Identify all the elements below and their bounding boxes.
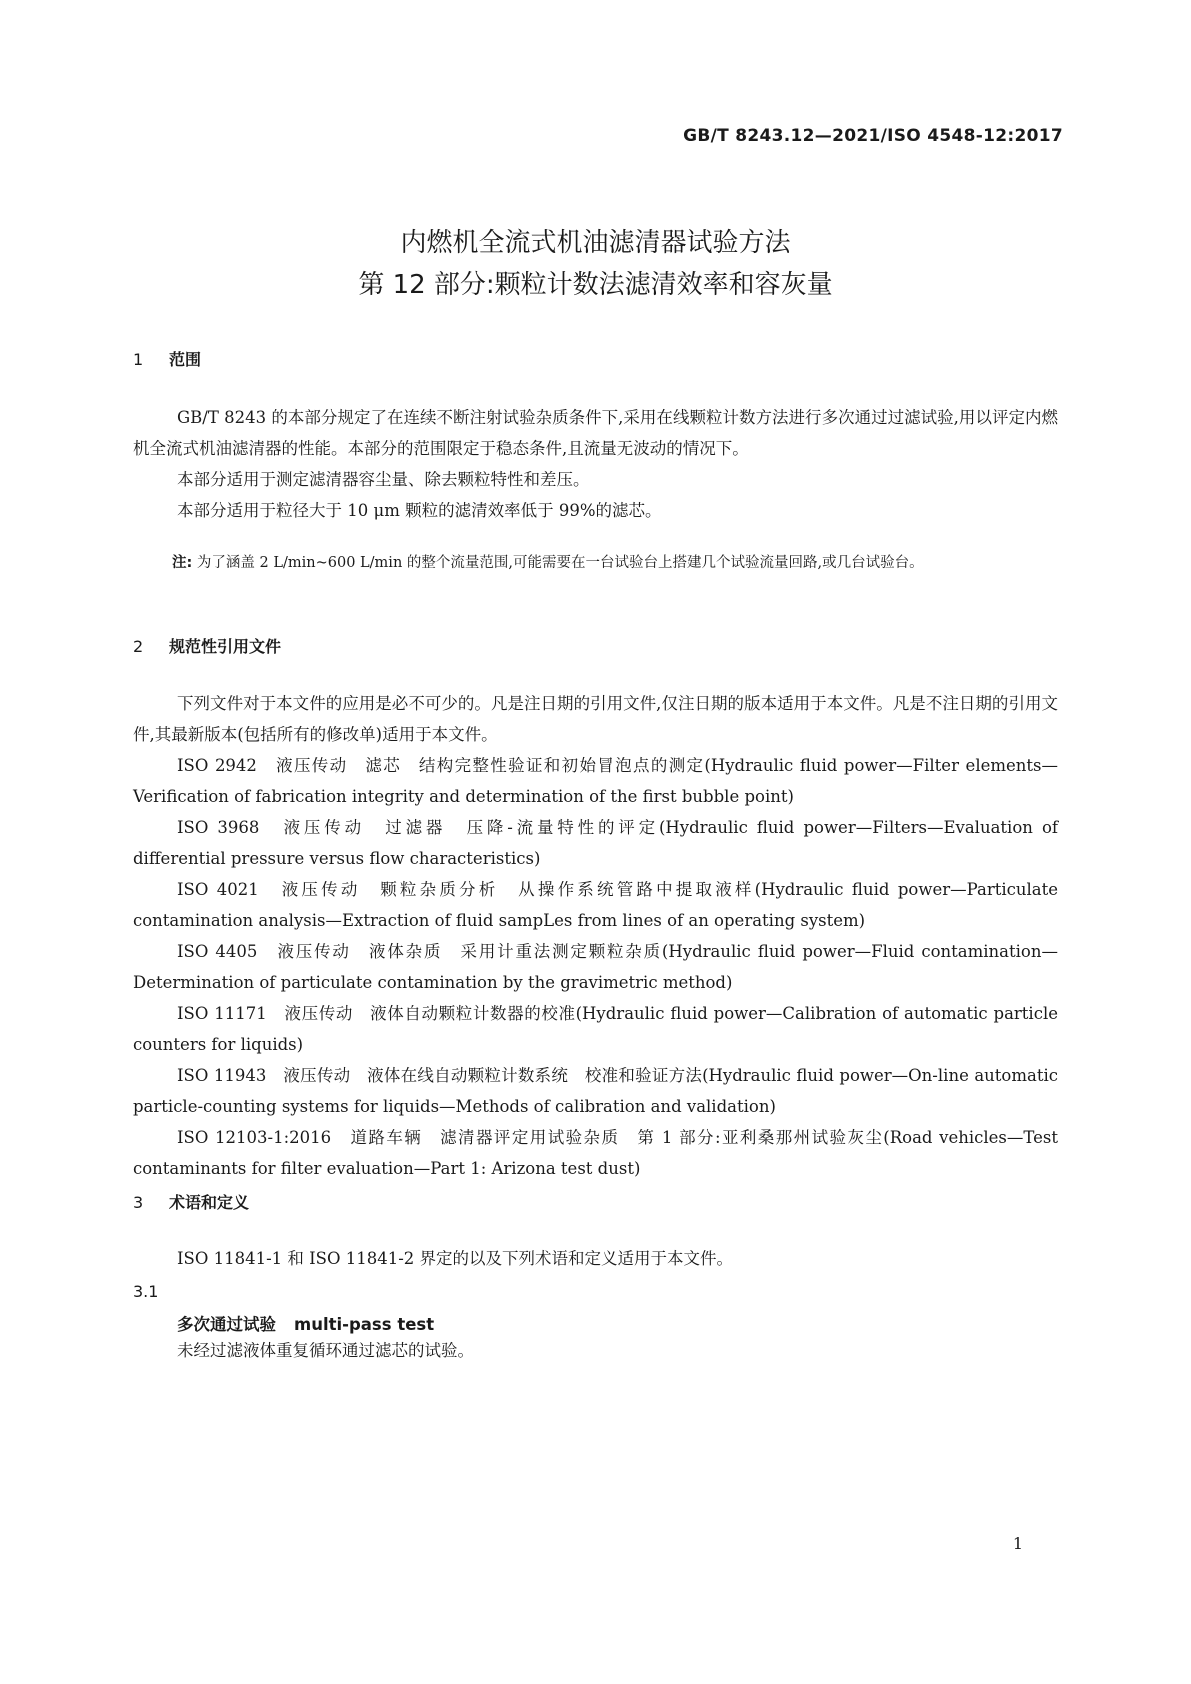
section-3-intro: ISO 11841-1 和 ISO 11841-2 界定的以及下列术语和定义适用于本文件。 [177,1249,734,1268]
reference-item: ISO 11943 液压传动 液体在线自动颗粒计数系统 校准和验证方法(Hydraulic fluid power—On-line automatic particle-counting systems for liquids—Methods of calibration and validation) [133,1066,1058,1116]
paragraph: GB/T 8243 的本部分规定了在连续不断注射试验杂质条件下,采用在线颗粒计数方法进行多次通过过滤试验,用以评定内燃机全流式机油滤清器的性能。本部分的范围限定于稳态条件,且流量无波动的情况下。 [133,408,1058,458]
section-number: 2 [133,637,144,656]
term-english: multi-pass test [294,1315,435,1334]
title-line-2: 第 12 部分:颗粒计数法滤清效率和容灰量 [358,270,833,300]
section-title: 术语和定义 [169,1193,250,1212]
paragraph: 下列文件对于本文件的应用是必不可少的。凡是注日期的引用文件,仅注日期的版本适用于本文件。凡是不注日期的引用文件,其最新版本(包括所有的修改单)适用于本文件。 [133,694,1058,744]
page-number: 1 [1012,1534,1023,1553]
reference-item: ISO 2942 液压传动 滤芯 结构完整性验证和初始冒泡点的测定(Hydraulic fluid power—Filter elements—Verification of fabrication integrity and determination of the first bubble point) [133,756,1058,806]
document-title [0,222,1191,306]
note-label: 注: [172,555,193,571]
section-1-body [133,402,1058,526]
section-2-body [133,688,1058,1184]
title-line-1: 内燃机全流式机油滤清器试验方法 [400,228,791,258]
standard-code: GB/T 8243.12—2021/ISO 4548-12:2017 [683,126,1063,146]
note-text: 为了涵盖 2 L/min~600 L/min 的整个流量范围,可能需要在一台试验台上搭建几个试验流量回路,或几台试验台。 [196,555,924,571]
note [172,550,1058,577]
reference-item: ISO 3968 液压传动 过滤器 压降-流量特性的评定(Hydraulic fluid power—Filters—Evaluation of differential pressure versus flow characteristics) [133,818,1058,868]
reference-item: ISO 4021 液压传动 颗粒杂质分析 从操作系统管路中提取液样(Hydraulic fluid power—Particulate contamination analysis—Extraction of fluid sampLes from lines of an operating system) [133,880,1058,930]
reference-item: ISO 12103-1:2016 道路车辆 滤清器评定用试验杂质 第 1 部分:亚利桑那州试验灰尘(Road vehicles—Test contaminants for filter evaluation—Part 1: Arizona test dust) [133,1128,1058,1178]
reference-item: ISO 4405 液压传动 液体杂质 采用计重法测定颗粒杂质(Hydraulic fluid power—Fluid contamination—Determination of particulate contamination by the gravimetric method) [133,942,1058,992]
term-definition: 未经过滤液体重复循环通过滤芯的试验。 [177,1341,474,1360]
paragraph: 本部分适用于测定滤清器容尘量、除去颗粒特性和差压。 [177,470,590,489]
section-2-heading [133,634,281,657]
section-title: 规范性引用文件 [169,637,282,656]
paragraph: 本部分适用于粒径大于 10 μm 颗粒的滤清效率低于 99%的滤芯。 [177,501,662,520]
section-number: 3 [133,1193,144,1212]
section-number: 1 [133,350,144,369]
term-chinese: 多次通过试验 [177,1315,276,1334]
section-1-heading [133,347,201,370]
section-title: 范围 [169,350,202,369]
section-3-heading [133,1190,249,1213]
term-name [177,1311,434,1335]
reference-item: ISO 11171 液压传动 液体自动颗粒计数器的校准(Hydraulic fluid power—Calibration of automatic particle counters for liquids) [133,1004,1058,1054]
term-number: 3.1 [133,1282,159,1301]
